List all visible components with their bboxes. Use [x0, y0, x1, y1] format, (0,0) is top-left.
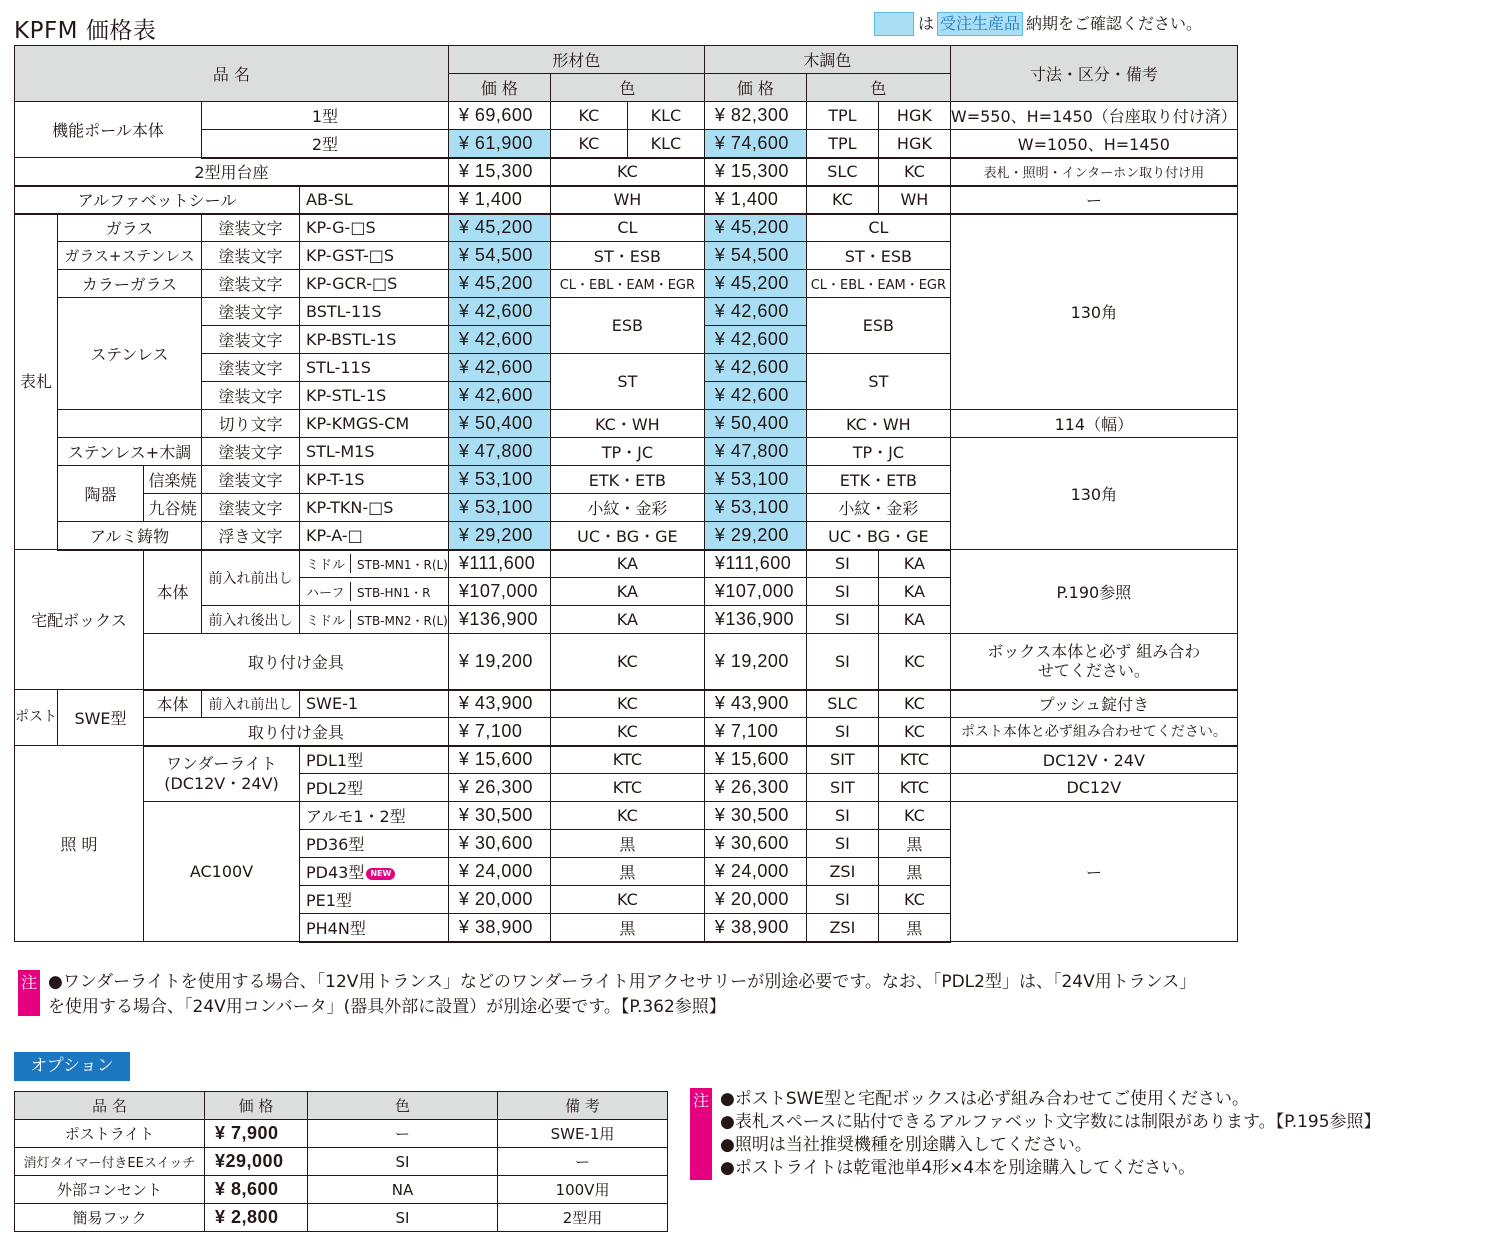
- color-cell: ZSI: [806, 914, 878, 942]
- color-cell: KC: [550, 634, 704, 690]
- color-cell: KA: [550, 550, 704, 578]
- code-cell: PD36型: [300, 830, 449, 858]
- note-options: [690, 1088, 1490, 1180]
- header-notes: 寸法・区分・備考: [950, 46, 1237, 102]
- box-label: 宅配ボックス: [15, 550, 144, 690]
- code-cell: STL-M1S: [300, 438, 449, 466]
- code-cell: AB-SL: [300, 186, 449, 214]
- note-mark: 注: [18, 970, 40, 1016]
- legend: [874, 12, 1202, 36]
- price-cell: ¥ 19,200: [704, 634, 806, 690]
- color-cell: KA: [550, 578, 704, 606]
- header-name: 品 名: [15, 46, 449, 102]
- light-group-label: 照 明: [15, 746, 144, 942]
- table-row: [15, 1204, 668, 1232]
- price-cell: ¥ 42,600: [448, 298, 550, 326]
- color-cell: KC: [878, 718, 950, 746]
- type-cell: 塗装文字: [202, 214, 300, 242]
- color-cell: ST: [550, 354, 704, 410]
- color-cell: KC: [550, 102, 627, 130]
- color-cell: ZSI: [806, 858, 878, 886]
- color-cell: WH: [550, 186, 704, 214]
- box-body-label: 本体: [144, 550, 202, 634]
- opt-price: ¥29,000: [205, 1148, 308, 1176]
- note-line: ●ポストSWE型と宅配ボックスは必ず組み合わせてご使用ください。: [720, 1089, 1250, 1109]
- price-cell: ¥ 15,300: [448, 158, 550, 186]
- sub-material-cell: 九谷焼: [144, 494, 202, 522]
- price-cell: ¥ 69,600: [448, 102, 550, 130]
- material-cell: ガラス: [58, 214, 202, 242]
- price-cell: ¥ 50,400: [704, 410, 806, 438]
- pole-type: 1型: [202, 102, 449, 130]
- color-cell: KTC: [550, 746, 704, 774]
- color-cell: KC・WH: [550, 410, 704, 438]
- table-row: [15, 1176, 668, 1204]
- type-cell: 塗装文字: [202, 466, 300, 494]
- type-cell: 塗装文字: [202, 298, 300, 326]
- price-cell: ¥ 26,300: [704, 774, 806, 802]
- price-cell: ¥ 7,100: [704, 718, 806, 746]
- opt-name: ポストライト: [15, 1120, 205, 1148]
- price-cell: ¥ 42,600: [704, 382, 806, 410]
- price-cell: ¥ 1,400: [704, 186, 806, 214]
- color-cell: SI: [806, 718, 878, 746]
- price-cell: ¥ 7,100: [448, 718, 550, 746]
- color-cell: ESB: [550, 298, 704, 354]
- code-cell: PDL1型: [300, 746, 449, 774]
- opt-price: ¥ 7,900: [205, 1120, 308, 1148]
- opt-note: 100V用: [498, 1176, 668, 1204]
- price-cell: ¥ 29,200: [704, 522, 806, 550]
- color-cell: KTC: [878, 746, 950, 774]
- price-cell: ¥ 53,100: [448, 494, 550, 522]
- opt-name: 簡易フック: [15, 1204, 205, 1232]
- note-cell: W=550、H=1450（台座取り付け済）: [950, 102, 1237, 130]
- color-cell: SLC: [806, 690, 878, 718]
- color-cell: KC: [550, 690, 704, 718]
- opt-header: 備 考: [498, 1092, 668, 1120]
- code-cell: KP-BSTL-1S: [300, 326, 449, 354]
- price-cell: ¥ 38,900: [448, 914, 550, 942]
- price-cell: ¥ 45,200: [448, 270, 550, 298]
- color-cell: KTC: [878, 774, 950, 802]
- price-cell: ¥ 42,600: [448, 354, 550, 382]
- post-label: SWE型: [58, 690, 144, 746]
- color-cell: 小紋・金彩: [550, 494, 704, 522]
- price-cell: ¥ 45,200: [704, 270, 806, 298]
- note-cell: DC12V・24V: [950, 746, 1237, 774]
- code-cell: [300, 550, 449, 578]
- code-cell: KP-G-□S: [300, 214, 449, 242]
- size-label: ミドル: [306, 610, 351, 629]
- note-mark: 注: [690, 1088, 712, 1180]
- color-cell: 黒: [878, 858, 950, 886]
- type-cell: 塗装文字: [202, 354, 300, 382]
- color-cell: SI: [806, 606, 878, 634]
- note-cell: プッシュ錠付き: [950, 690, 1237, 718]
- color-cell: KC: [550, 130, 627, 158]
- price-cell: ¥107,000: [448, 578, 550, 606]
- plate-group-label: 表札: [15, 214, 58, 550]
- color-cell: ST・ESB: [550, 242, 704, 270]
- code-cell: STL-11S: [300, 354, 449, 382]
- color-cell: SI: [806, 634, 878, 690]
- post-body-label: 本体: [144, 690, 202, 718]
- code-cell: KP-T-1S: [300, 466, 449, 494]
- color-cell: KA: [878, 578, 950, 606]
- color-cell: HGK: [878, 102, 950, 130]
- header-color: 色: [550, 74, 704, 102]
- type-cell: 前入れ後出し: [202, 606, 300, 634]
- price-cell: ¥ 53,100: [704, 466, 806, 494]
- color-cell: KC: [878, 634, 950, 690]
- color-cell: KC: [550, 802, 704, 830]
- color-cell: ETK・ETB: [550, 466, 704, 494]
- opt-header: 価 格: [205, 1092, 308, 1120]
- color-cell: UC・BG・GE: [550, 522, 704, 550]
- code-cell: KP-A-□: [300, 522, 449, 550]
- color-cell: 黒: [878, 830, 950, 858]
- type-cell: 塗装文字: [202, 438, 300, 466]
- post-fitting-label: 取り付け金具: [144, 718, 449, 746]
- color-cell: 小紋・金彩: [806, 494, 950, 522]
- legend-swatch: [874, 12, 914, 36]
- size-label: ミドル: [306, 554, 351, 573]
- type-cell: 浮き文字: [202, 522, 300, 550]
- note-cell: DC12V: [950, 774, 1237, 802]
- note-line: ●ポストライトは乾電池単4形×4本を別途購入してください。: [720, 1158, 1196, 1178]
- color-cell: HGK: [878, 130, 950, 158]
- color-cell: TPL: [806, 130, 878, 158]
- type-cell: 塗装文字: [202, 382, 300, 410]
- price-cell: ¥ 47,800: [448, 438, 550, 466]
- color-cell: KA: [878, 550, 950, 578]
- pole-type: 2型: [202, 130, 449, 158]
- header-group1: 形材色: [448, 46, 704, 74]
- price-cell: ¥ 30,600: [448, 830, 550, 858]
- price-cell: ¥111,600: [448, 550, 550, 578]
- color-cell: ETK・ETB: [806, 466, 950, 494]
- color-cell: KC: [550, 158, 704, 186]
- price-cell: ¥ 42,600: [704, 354, 806, 382]
- header-price: 価 格: [448, 74, 550, 102]
- box-fitting-label: 取り付け金具: [144, 634, 449, 690]
- color-cell: KTC: [550, 774, 704, 802]
- color-cell: SI: [806, 886, 878, 914]
- note-cell: ー: [950, 802, 1237, 942]
- price-cell: ¥ 15,300: [704, 158, 806, 186]
- base-label: 2型用台座: [15, 158, 449, 186]
- color-cell: SLC: [806, 158, 878, 186]
- price-cell: ¥ 47,800: [704, 438, 806, 466]
- sub-material-cell: 信楽焼: [144, 466, 202, 494]
- color-cell: WH: [878, 186, 950, 214]
- code-cell: KP-GCR-□S: [300, 270, 449, 298]
- color-cell: SI: [806, 578, 878, 606]
- page-title: KPFM 価格表: [14, 18, 157, 44]
- code-cell: KP-GST-□S: [300, 242, 449, 270]
- note-cell: W=1050、H=1450: [950, 130, 1237, 158]
- price-cell: ¥ 54,500: [704, 242, 806, 270]
- color-cell: 黒: [550, 914, 704, 942]
- color-cell: CL: [806, 214, 950, 242]
- color-cell: CL・EBL・EAM・EGR: [806, 270, 950, 298]
- model-code: PD43型: [306, 863, 365, 882]
- type-cell: 塗装文字: [202, 494, 300, 522]
- price-cell: ¥ 43,900: [704, 690, 806, 718]
- color-cell: CL・EBL・EAM・EGR: [550, 270, 704, 298]
- legend-text: は: [918, 14, 935, 33]
- color-cell: TPL: [806, 102, 878, 130]
- opt-color: SI: [308, 1204, 498, 1232]
- price-cell: ¥ 38,900: [704, 914, 806, 942]
- code-cell: [300, 858, 449, 886]
- price-cell: ¥ 19,200: [448, 634, 550, 690]
- code-cell: PH4N型: [300, 914, 449, 942]
- material-cell: アルミ鋳物: [58, 522, 202, 550]
- options-section-label: オプション: [14, 1052, 130, 1081]
- opt-note: 2型用: [498, 1204, 668, 1232]
- legend-text-2: 納期をご確認ください。: [1026, 14, 1203, 33]
- color-cell: UC・BG・GE: [806, 522, 950, 550]
- opt-color: SI: [308, 1148, 498, 1176]
- color-cell: SIT: [806, 746, 878, 774]
- price-cell: ¥ 42,600: [448, 326, 550, 354]
- color-cell: KC: [550, 886, 704, 914]
- model-code: STB-MN1・R(L): [357, 558, 448, 573]
- type-cell: 塗装文字: [202, 242, 300, 270]
- wonder-label: ワンダーライト (DC12V・24V): [144, 746, 300, 802]
- price-cell: ¥ 42,600: [704, 298, 806, 326]
- color-cell: SI: [806, 802, 878, 830]
- color-cell: KC: [878, 886, 950, 914]
- table-row: [15, 1148, 668, 1176]
- color-cell: SIT: [806, 774, 878, 802]
- table-row: [15, 1120, 668, 1148]
- code-cell: アルモ1・2型: [300, 802, 449, 830]
- code-cell: KP-KMGS-CM: [300, 410, 449, 438]
- header-color: 色: [806, 74, 950, 102]
- price-cell: ¥ 82,300: [704, 102, 806, 130]
- opt-color: NA: [308, 1176, 498, 1204]
- type-cell: 前入れ前出し: [202, 690, 300, 718]
- opt-price: ¥ 8,600: [205, 1176, 308, 1204]
- model-code: STB-MN2・R(L): [357, 614, 448, 628]
- price-cell: ¥ 74,600: [704, 130, 806, 158]
- color-cell: 黒: [550, 858, 704, 886]
- code-cell: PE1型: [300, 886, 449, 914]
- price-cell: ¥ 45,200: [448, 214, 550, 242]
- price-cell: ¥ 45,200: [704, 214, 806, 242]
- price-cell: ¥ 50,400: [448, 410, 550, 438]
- opt-price: ¥ 2,800: [205, 1204, 308, 1232]
- material-cell: 陶器: [58, 466, 144, 522]
- price-cell: ¥ 24,000: [448, 858, 550, 886]
- post-group-label: ポスト: [15, 690, 58, 746]
- price-cell: ¥ 20,000: [704, 886, 806, 914]
- note-cell: ー: [950, 186, 1237, 214]
- price-cell: ¥ 1,400: [448, 186, 550, 214]
- new-badge: NEW: [366, 868, 395, 880]
- price-cell: ¥ 30,500: [448, 802, 550, 830]
- color-cell: KC: [550, 718, 704, 746]
- material-cell: ステンレス+木調: [58, 438, 202, 466]
- code-cell: KP-STL-1S: [300, 382, 449, 410]
- note-line: ●照明は当社推奨機種を別途購入してください。: [720, 1135, 1092, 1155]
- color-cell: SI: [806, 830, 878, 858]
- code-cell: BSTL-11S: [300, 298, 449, 326]
- code-cell: SWE-1: [300, 690, 449, 718]
- pole-label: 機能ポール本体: [15, 102, 202, 158]
- color-cell: TP・JC: [550, 438, 704, 466]
- price-cell: ¥ 15,600: [704, 746, 806, 774]
- type-cell: 前入れ前出し: [202, 550, 300, 606]
- material-cell: ガラス+ステンレス: [58, 242, 202, 270]
- note-cell: ポスト本体と必ず組み合わせてください。: [950, 718, 1237, 746]
- code-cell: PDL2型: [300, 774, 449, 802]
- color-cell: KC: [806, 186, 878, 214]
- price-cell: ¥ 24,000: [704, 858, 806, 886]
- opt-header: 品 名: [15, 1092, 205, 1120]
- note-lighting: [18, 970, 1198, 1020]
- opt-note: SWE-1用: [498, 1120, 668, 1148]
- color-cell: 黒: [550, 830, 704, 858]
- code-cell: KP-TKN-□S: [300, 494, 449, 522]
- price-cell: ¥ 29,200: [448, 522, 550, 550]
- made-to-order-tag: 受注生産品: [937, 12, 1023, 36]
- size-label: ハーフ: [306, 582, 351, 601]
- color-cell: SI: [806, 550, 878, 578]
- price-cell: ¥107,000: [704, 578, 806, 606]
- note-line: ●表札スペースに貼付できるアルファベット文字数には制限があります。【P.195参照】: [720, 1112, 1381, 1132]
- price-cell: ¥ 20,000: [448, 886, 550, 914]
- color-cell: ST: [806, 354, 950, 410]
- code-cell: [300, 606, 449, 634]
- color-cell: KC: [878, 158, 950, 186]
- price-cell: ¥136,900: [448, 606, 550, 634]
- note-text: ●ワンダーライトを使用する場合、「12V用トランス」などのワンダーライト用アクセサリーが別途必要です。なお、「PDL2型」は、「24V用トランス」を使用する場合、「24V用コンバータ」(器具外部に設置）が別途必要です。【P.362参照】: [48, 972, 1197, 1017]
- opt-color: ー: [308, 1120, 498, 1148]
- price-cell: ¥ 53,100: [704, 494, 806, 522]
- header-group2: 木調色: [704, 46, 950, 74]
- note-cell: 130角: [950, 214, 1237, 410]
- price-cell: ¥ 42,600: [704, 326, 806, 354]
- color-cell: KC: [878, 802, 950, 830]
- note-cell: 114（幅）: [950, 410, 1237, 438]
- color-cell: KC・WH: [806, 410, 950, 438]
- model-code: STB-HN1・R: [357, 586, 431, 600]
- color-cell: KA: [878, 606, 950, 634]
- type-cell: 塗装文字: [202, 326, 300, 354]
- type-cell: 塗装文字: [202, 270, 300, 298]
- color-cell: KLC: [627, 102, 704, 130]
- note-cell: 表札・照明・インターホン取り付け用: [950, 158, 1237, 186]
- price-cell: ¥ 30,500: [704, 802, 806, 830]
- header-price: 価 格: [704, 74, 806, 102]
- color-cell: KA: [550, 606, 704, 634]
- price-cell: ¥ 15,600: [448, 746, 550, 774]
- color-cell: 黒: [878, 914, 950, 942]
- alpha-label: アルファベットシール: [15, 186, 300, 214]
- price-cell: ¥ 43,900: [448, 690, 550, 718]
- code-cell: [300, 578, 449, 606]
- type-cell: 切り文字: [202, 410, 300, 438]
- color-cell: ESB: [806, 298, 950, 354]
- material-cell: ステンレス: [58, 298, 202, 410]
- price-cell: ¥ 53,100: [448, 466, 550, 494]
- price-cell: ¥136,900: [704, 606, 806, 634]
- ac-label: AC100V: [144, 802, 300, 942]
- options-table: [14, 1091, 668, 1232]
- opt-name: 外部コンセント: [15, 1176, 205, 1204]
- opt-header: 色: [308, 1092, 498, 1120]
- color-cell: TP・JC: [806, 438, 950, 466]
- opt-name: 消灯タイマー付きEEスイッチ: [15, 1148, 205, 1176]
- price-cell: ¥ 54,500: [448, 242, 550, 270]
- price-table: [14, 45, 1238, 943]
- price-cell: ¥ 61,900: [448, 130, 550, 158]
- color-cell: CL: [550, 214, 704, 242]
- note-cell: 130角: [950, 438, 1237, 550]
- opt-note: ー: [498, 1148, 668, 1176]
- price-cell: ¥ 30,600: [704, 830, 806, 858]
- color-cell: ST・ESB: [806, 242, 950, 270]
- price-cell: ¥111,600: [704, 550, 806, 578]
- material-cell: カラーガラス: [58, 270, 202, 298]
- price-cell: ¥ 42,600: [448, 382, 550, 410]
- price-cell: ¥ 26,300: [448, 774, 550, 802]
- note-cell: ボックス本体と必ず 組み合わせてください。: [950, 634, 1237, 690]
- material-cell-empty: [58, 410, 202, 438]
- note-cell: P.190参照: [950, 550, 1237, 634]
- color-cell: KLC: [627, 130, 704, 158]
- color-cell: KC: [878, 690, 950, 718]
